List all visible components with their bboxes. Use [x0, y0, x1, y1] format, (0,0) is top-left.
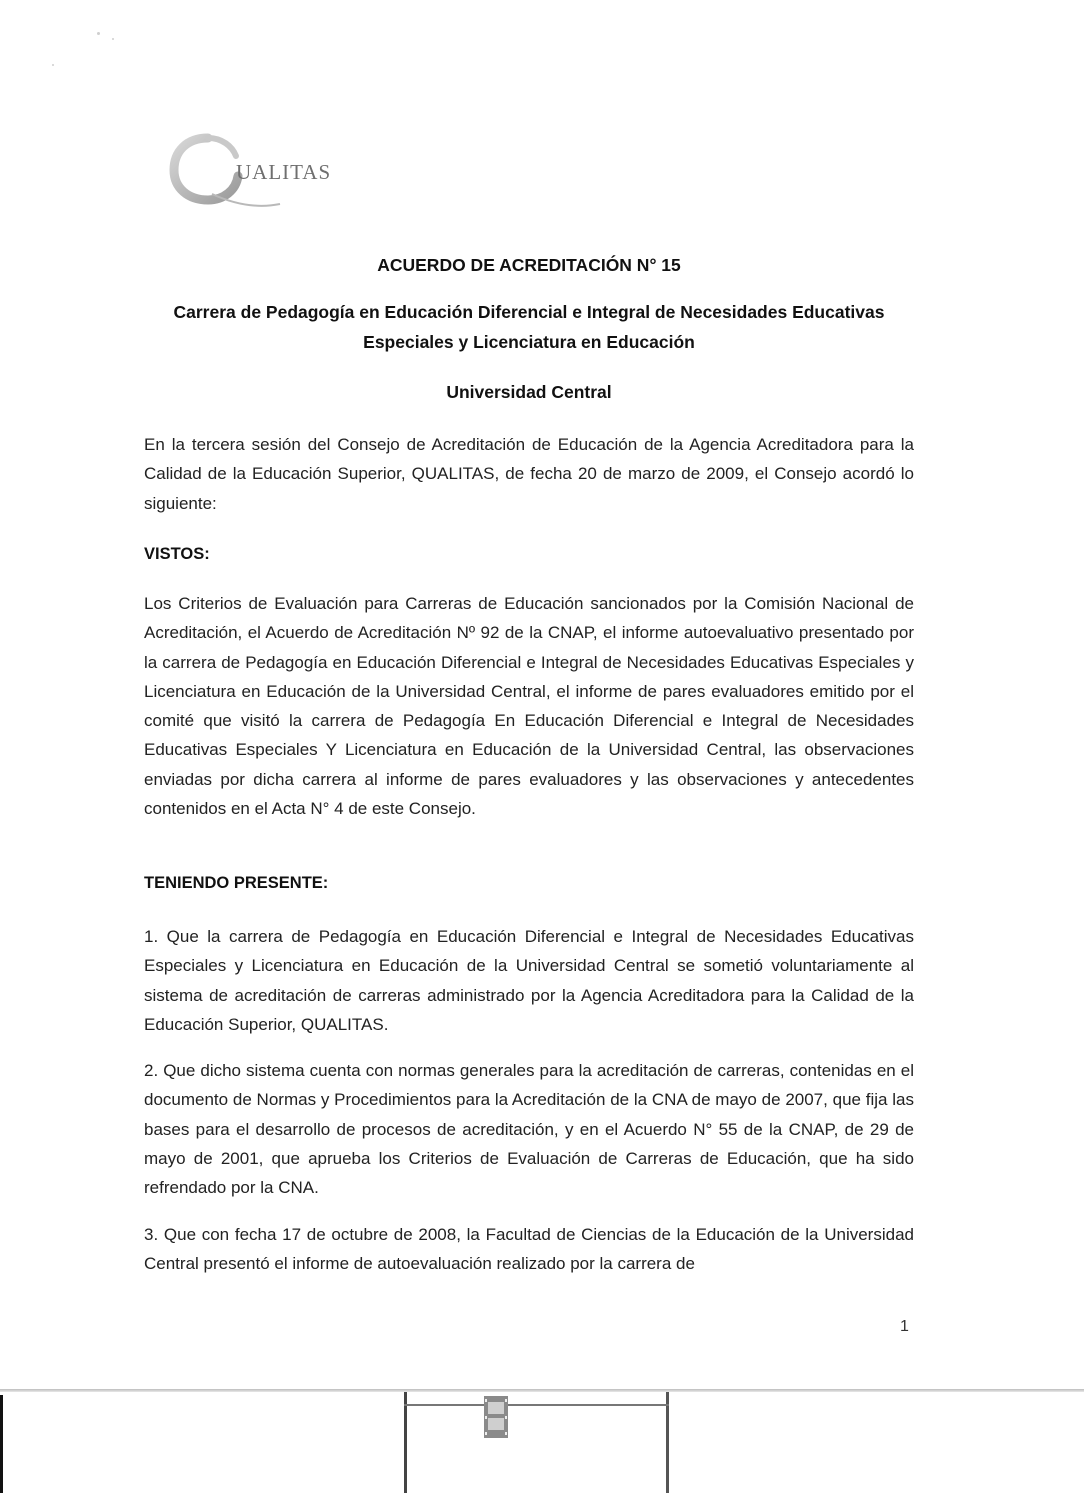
considerando-item: 2. Que dicho sistema cuenta con normas generales para la acreditación de carreras, contenidas en el documento de Normas y Procedimientos para la Acreditación de la CNA de mayo de 2007, que fija las bases para el desarrollo de procesos de acreditación, y en el Acuerdo N° 55 de la CNAP, de 29 de mayo de 2001, que aprueba los Criterios de Evaluación de Carreras de Educación, que ha sido refrendado por la CNA.	[144, 1061, 914, 1198]
vistos-heading: VISTOS:	[144, 545, 210, 563]
scan-edge-bar	[666, 1392, 669, 1493]
scan-edge-bar	[404, 1392, 407, 1493]
scan-speck	[52, 64, 54, 66]
logo-text: UALITAS	[236, 160, 332, 184]
scan-edge-bar	[0, 1395, 3, 1493]
intro-paragraph: En la tercera sesión del Consejo de Acreditación de Educación de la Agencia Acreditadora para la Calidad de la Educación Superior, QUALITAS, de fecha 20 de marzo de 2009, el Consejo acordó lo siguiente:	[144, 435, 914, 513]
program-name-line1: Carrera de Pedagogía en Educación Diferencial e Integral de Necesidades Educativas	[173, 302, 885, 322]
scan-speck	[112, 38, 114, 40]
institution-name: Universidad Central	[446, 382, 612, 402]
teniendo-presente-heading: TENIENDO PRESENTE:	[144, 874, 329, 892]
considerando-item: 1. Que la carrera de Pedagogía en Educación Diferencial e Integral de Necesidades Educativas Especiales y Licenciatura en Educación de la Universidad Central se sometió voluntariamente al sistema de acreditación de carreras administrado por la Agencia Acreditadora para la Calidad de la Educación Superior, QUALITAS.	[144, 927, 914, 1034]
scan-speck	[97, 32, 100, 35]
scan-edge-line	[404, 1404, 669, 1406]
film-strip-icon	[481, 1396, 511, 1438]
document-title: ACUERDO DE ACREDITACIÓN N° 15	[377, 255, 681, 275]
page-number: 1	[900, 1318, 909, 1335]
vistos-paragraph: Los Criterios de Evaluación para Carreras de Educación sancionados por la Comisión Nacional de Acreditación, el Acuerdo de Acreditación Nº 92 de la CNAP, el informe autoevaluativo presentado por la carrera de Pedagogía en Educación Diferencial e Integral de Necesidades Educativas Especiales y Licenciatura en Educación de la Universidad Central, el informe de pares evaluadores emitido por el comité que visitó la carrera de Pedagogía En Educación Diferencial e Integral de Necesidades Educativas Especiales Y Licenciatura en Educación de la Universidad Central, las observaciones enviadas por dicha carrera al informe de pares evaluadores y las observaciones y antecedentes contenidos en el Acta N° 4 de este Consejo.	[144, 594, 914, 819]
considerando-item: 3. Que con fecha 17 de octubre de 2008, la Facultad de Ciencias de la Educación de la Universidad Central presentó el informe de autoevaluación realizado por la carrera de	[144, 1225, 914, 1274]
program-name-line2: Especiales y Licenciatura en Educación	[363, 332, 695, 352]
scan-edge-line	[0, 1389, 1084, 1392]
